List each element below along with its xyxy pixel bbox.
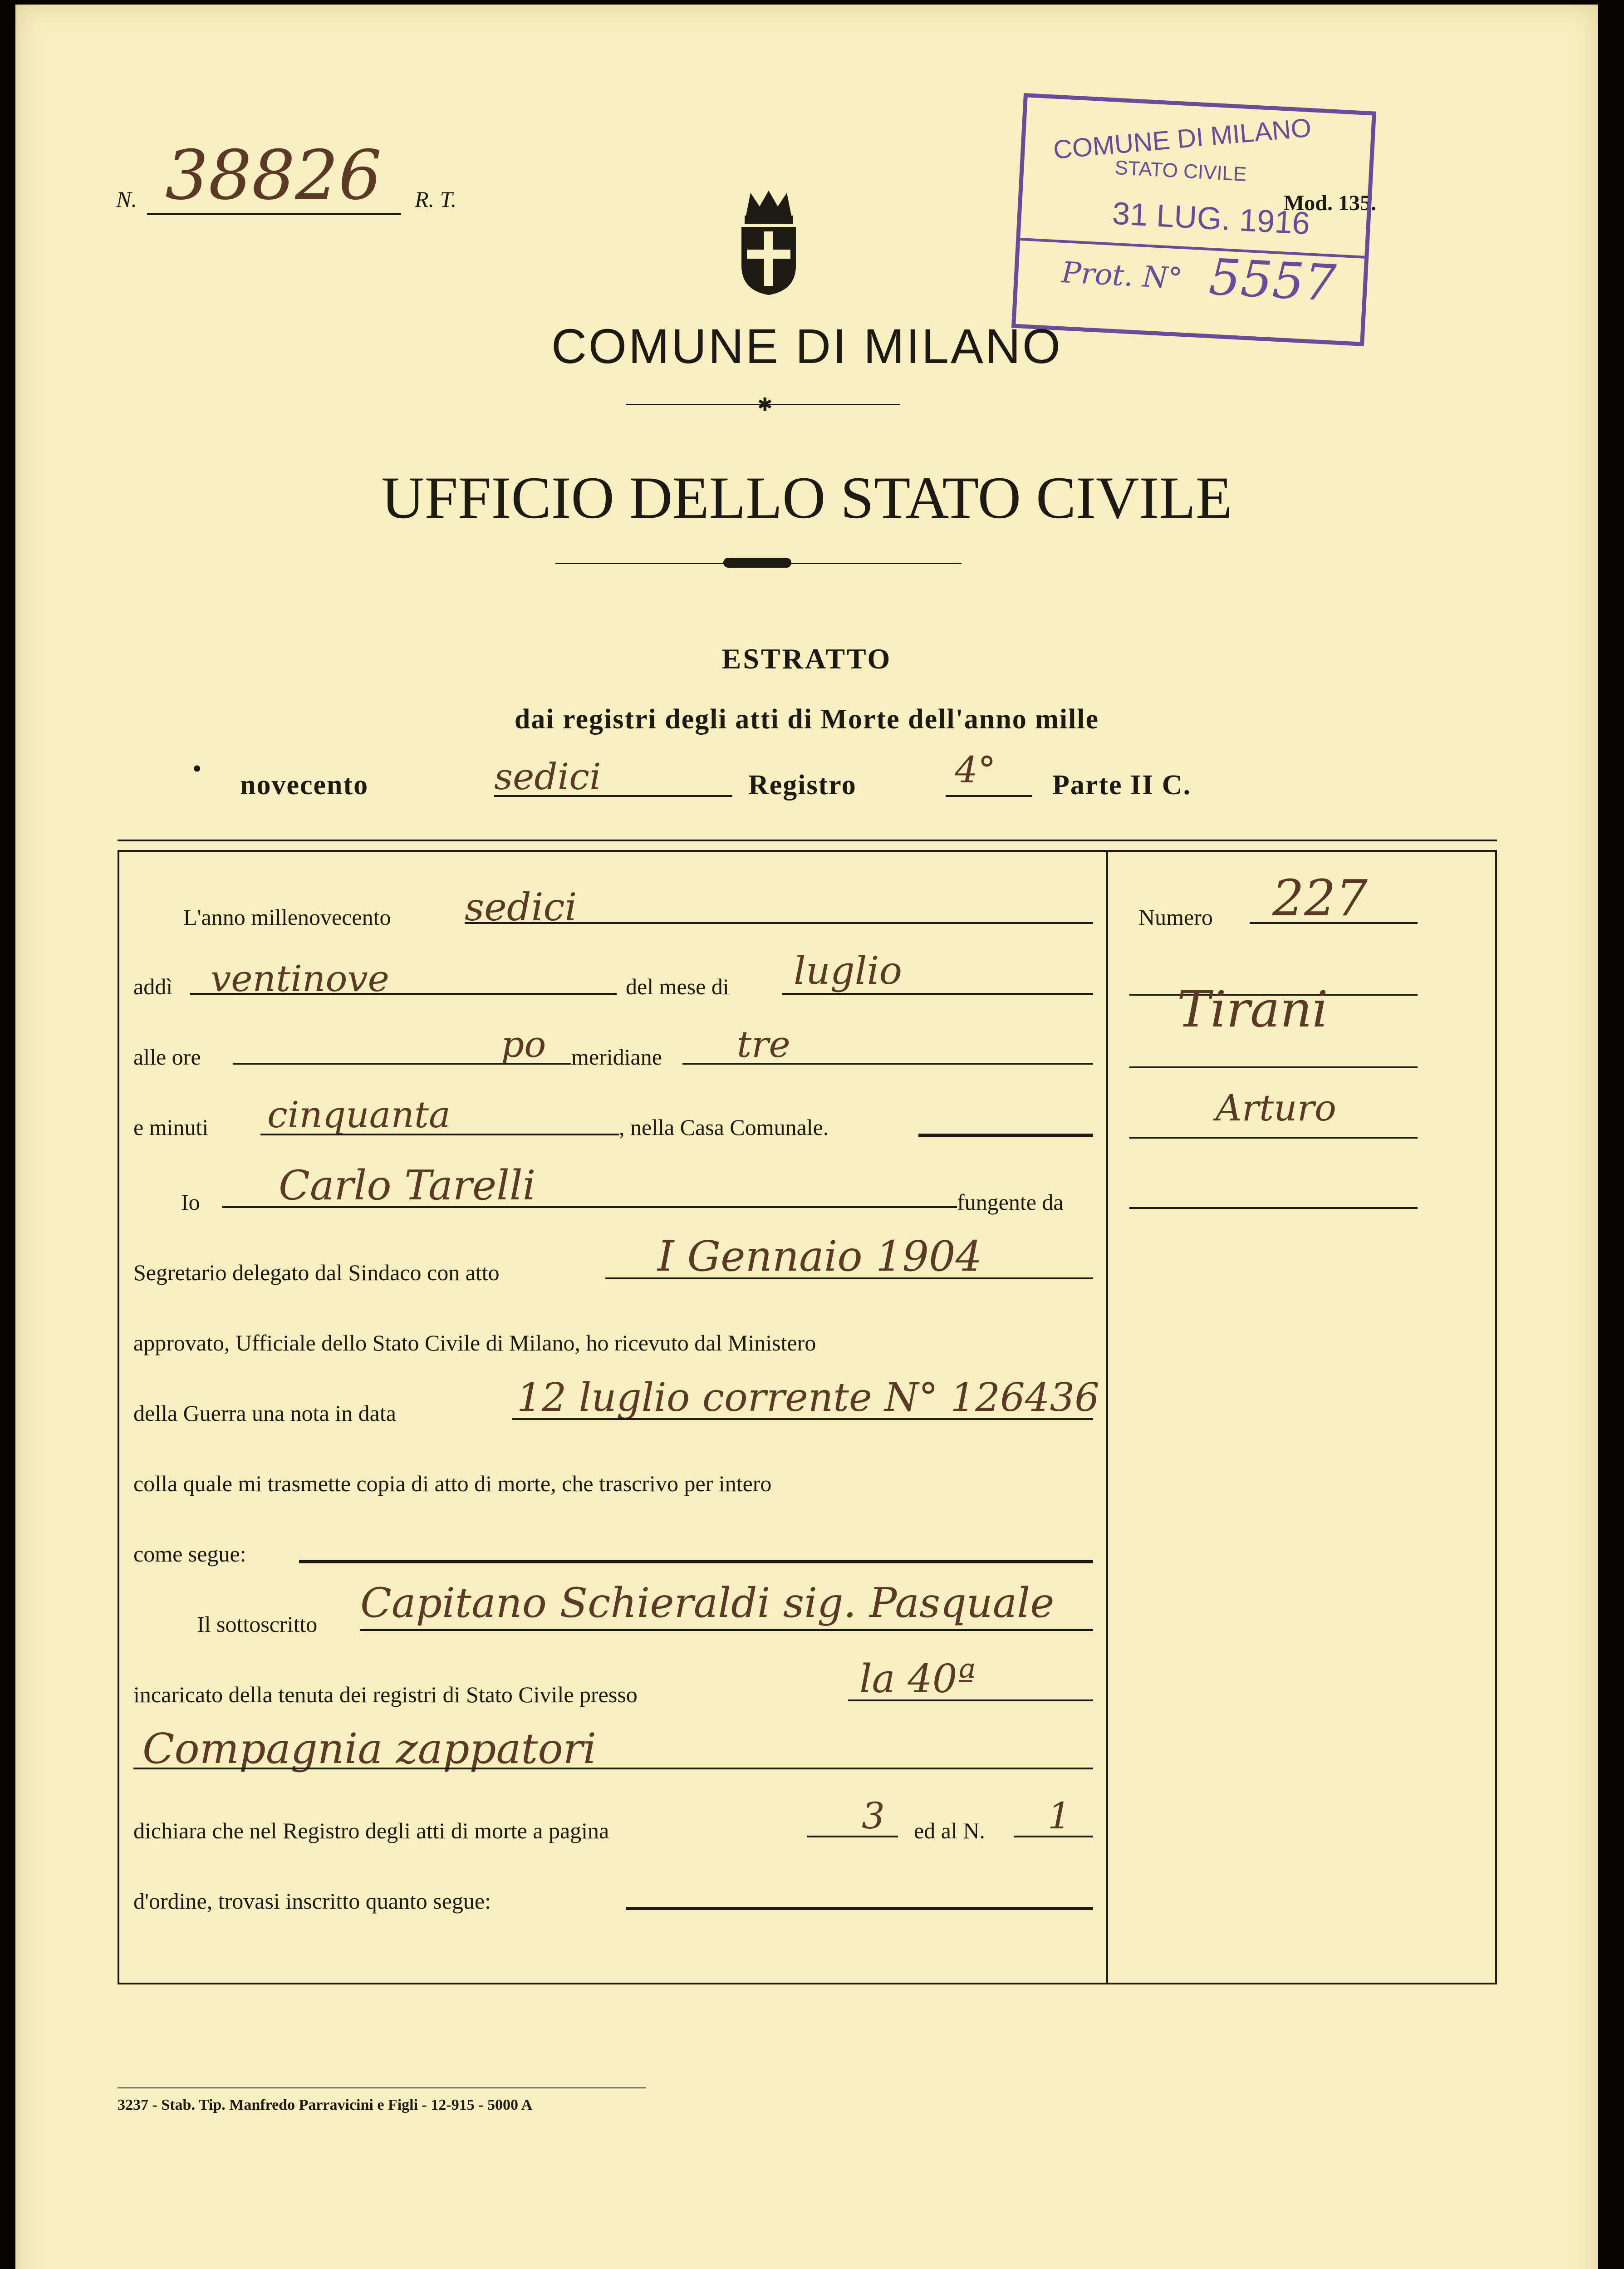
n-value: 38826 [165, 136, 382, 215]
addi-value: ventinove [211, 958, 390, 1000]
numero-underline [1250, 922, 1418, 924]
ordine-label: d'ordine, trovasi inscritto quanto segue: [133, 1888, 491, 1914]
parte-label: Parte II C. [1052, 770, 1192, 801]
stamp-prot-value: 5557 [1207, 248, 1338, 313]
ed-al-label: ed al N. [914, 1818, 985, 1843]
ufficio-title: UFFICIO DELLO STATO CIVILE [381, 464, 1232, 531]
side-rule-4 [1129, 1207, 1418, 1209]
name-value: Arturo [1216, 1087, 1337, 1129]
dichiara-label: dichiara che nel Registro degli atti di morte a pagina [133, 1818, 609, 1843]
approvato-text: approvato, Ufficiale dello Stato Civile di Milano, ho ricevuto dal Ministero [133, 1330, 816, 1356]
meridiane-value: tre [737, 1023, 790, 1066]
registro-value: 4° [955, 749, 996, 791]
divider-ornament [723, 558, 791, 568]
stamp-date: 31 LUG. 1916 [1111, 195, 1311, 241]
minuti-underline [260, 1134, 619, 1135]
anno-underline [465, 922, 1093, 924]
document-page [15, 5, 1598, 2269]
guerra-label: della Guerra una nota in data [133, 1400, 396, 1426]
registro-underline [946, 795, 1032, 797]
stamp-line1: COMUNE DI MILANO [1052, 113, 1313, 165]
pagina-value: 3 [862, 1795, 885, 1837]
casa-label: , nella Casa Comunale. [619, 1115, 829, 1140]
table-top-rule-1 [118, 840, 1497, 841]
guerra-underline [512, 1418, 1093, 1420]
ordine-fill-line [626, 1907, 1093, 1910]
ore-value: po [501, 1023, 546, 1066]
n-prefix: N. [116, 187, 137, 212]
estratto-line1: dai registri degli atti di Morte dell'anno mille [514, 704, 1099, 735]
sottoscritto-value: Capitano Schieraldi sig. Pasquale [360, 1579, 1055, 1627]
segretario-value: I Gennaio 1904 [657, 1232, 982, 1281]
registro-label: Registro [748, 770, 857, 801]
anno-label: L'anno millenovecento [183, 904, 391, 930]
mese-value: luglio [794, 948, 903, 993]
printer-imprint: 3237 - Stab. Tip. Manfredo Parravicini e Figli - 12-915 - 5000 A [118, 2097, 533, 2113]
compagnia-underline [133, 1768, 1093, 1769]
table-column-divider [1106, 850, 1108, 1984]
segretario-label: Segretario delegato dal Sindaco con atto [133, 1260, 500, 1285]
meridiane-label: meridiane [571, 1044, 662, 1070]
numero-label: Numero [1138, 904, 1213, 930]
sottoscritto-underline [360, 1629, 1093, 1631]
novecento-underline [494, 795, 732, 797]
novecento-label: novecento [240, 770, 369, 801]
bullet-mark: • [192, 754, 202, 783]
surname-value: Tirani [1177, 980, 1328, 1038]
side-rule-3 [1129, 1137, 1418, 1139]
stamp-line2: STATO CIVILE [1114, 156, 1247, 186]
numero-value: 227 [1272, 869, 1368, 927]
stamp-prot-label: Prot. N° [1060, 255, 1183, 296]
addi-underline [190, 993, 617, 995]
coat-of-arms-icon [735, 188, 803, 297]
addi-label: addì [133, 974, 173, 999]
segretario-underline [605, 1277, 1093, 1279]
fungente-label: fungente da [957, 1189, 1064, 1215]
novecento-value: sedici [494, 756, 601, 798]
come-segue-label: come segue: [133, 1541, 246, 1567]
io-underline [222, 1206, 957, 1208]
side-rule-2 [1129, 1066, 1418, 1068]
minuti-label: e minuti [133, 1115, 209, 1140]
io-value: Carlo Tarelli [279, 1162, 536, 1209]
footer-rule [118, 2087, 646, 2088]
sottoscritto-label: Il sottoscritto [197, 1611, 318, 1637]
ore-label: alle ore [133, 1044, 201, 1070]
ore-underline [233, 1063, 571, 1065]
colla-text: colla quale mi trasmette copia di atto di morte, che trascrivo per intero [133, 1471, 772, 1496]
mese-underline [782, 993, 1093, 995]
io-label: Io [181, 1189, 200, 1215]
pagina-underline [807, 1836, 898, 1837]
numero-ordine-value: 1 [1048, 1795, 1071, 1837]
anno-value: sedici [465, 885, 577, 929]
protocol-stamp [1011, 93, 1376, 346]
mese-label: del mese di [626, 974, 729, 999]
ornament-icon: ✱ [757, 394, 773, 415]
mod-number: Mod. 135. [1284, 191, 1376, 215]
meridiane-underline [682, 1063, 1093, 1065]
casa-fill-line [918, 1134, 1093, 1137]
guerra-value: 12 luglio corrente N° 126436 [517, 1375, 1099, 1420]
rt-label: R. T. [415, 187, 457, 212]
comune-title: COMUNE DI MILANO [551, 319, 1063, 373]
n-underline [147, 213, 401, 215]
incaricato-value: la 40ª [859, 1656, 976, 1702]
estratto-title: ESTRATTO [721, 643, 892, 675]
numero-ordine-underline [1014, 1836, 1093, 1837]
incaricato-underline [848, 1699, 1093, 1701]
come-segue-fill-line [299, 1560, 1093, 1563]
minuti-value: cinquanta [267, 1094, 451, 1136]
incaricato-label: incaricato della tenuta dei registri di Stato Civile presso [133, 1682, 638, 1707]
compagnia-value: Compagnia zappatori [142, 1724, 597, 1773]
